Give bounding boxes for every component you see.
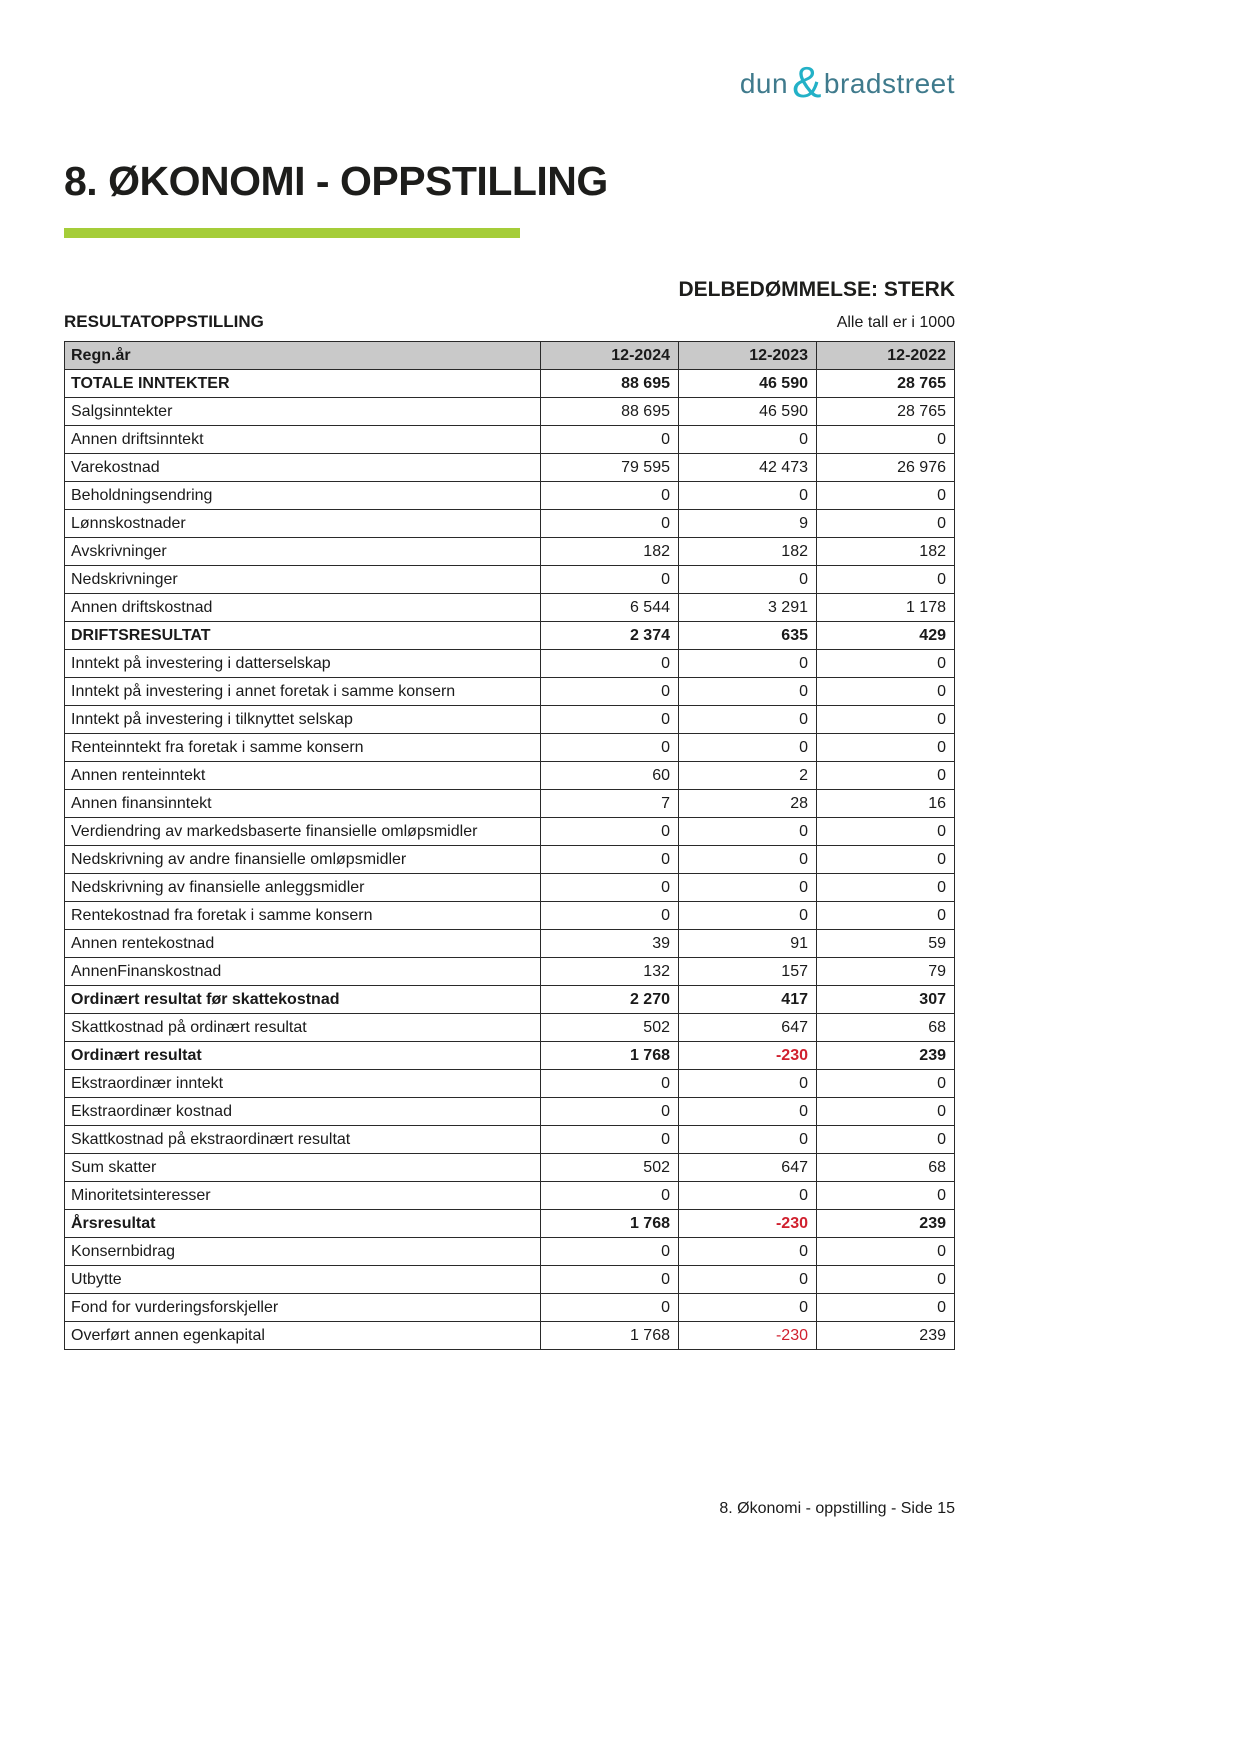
row-value: 0 [817,1070,955,1098]
row-label: Fond for vurderingsforskjeller [65,1294,541,1322]
row-label: Renteinntekt fra foretak i samme konsern [65,734,541,762]
header-12-2022: 12-2022 [817,342,955,370]
row-value: 79 [817,958,955,986]
row-value: 0 [679,1182,817,1210]
row-label: Inntekt på investering i datterselskap [65,650,541,678]
table-row [65,398,955,426]
row-value: 0 [541,1126,679,1154]
row-value: 429 [817,622,955,650]
row-value: 88 695 [541,398,679,426]
row-value: 0 [679,818,817,846]
header-regn-ar: Regn.år [65,342,541,370]
table-row [65,482,955,510]
row-value: -230 [679,1210,817,1238]
row-value: 647 [679,1154,817,1182]
page-title: 8. ØKONOMI - OPPSTILLING [64,158,608,204]
row-label: Utbytte [65,1266,541,1294]
row-value: 417 [679,986,817,1014]
row-value: 42 473 [679,454,817,482]
row-value: 0 [679,1098,817,1126]
row-value: 0 [817,846,955,874]
row-value: 0 [679,678,817,706]
row-value: 88 695 [541,370,679,398]
row-label: Lønnskostnader [65,510,541,538]
row-value: 0 [541,650,679,678]
row-value: 0 [817,510,955,538]
row-label: Årsresultat [65,1210,541,1238]
row-label: Nedskrivning av andre finansielle omløpsmidler [65,846,541,874]
table-row [65,930,955,958]
table-row [65,1238,955,1266]
row-value: 0 [817,650,955,678]
logo-text-bradstreet: bradstreet [823,68,955,99]
row-value: 68 [817,1014,955,1042]
row-value: 16 [817,790,955,818]
table-row [65,1070,955,1098]
row-value: 0 [541,1070,679,1098]
table-row [65,538,955,566]
row-value: 0 [817,902,955,930]
logo-text-dun: dun [739,68,789,99]
table-row [65,370,955,398]
table-row [65,986,955,1014]
row-label: Overført annen egenkapital [65,1322,541,1350]
row-value: 182 [541,538,679,566]
income-statement-table-wrap [64,341,955,1350]
row-label: DRIFTSRESULTAT [65,622,541,650]
table-caption-row [64,312,955,332]
row-label: Nedskrivninger [65,566,541,594]
row-value: 0 [541,902,679,930]
row-label: Annen rentekostnad [65,930,541,958]
row-label: Skattkostnad på ekstraordinært resultat [65,1126,541,1154]
page-content [64,0,955,1754]
row-value: 0 [817,1182,955,1210]
row-label: Konsernbidrag [65,1238,541,1266]
table-row [65,1042,955,1070]
row-value: 0 [817,566,955,594]
header-12-2024: 12-2024 [541,342,679,370]
table-row [65,566,955,594]
row-value: 157 [679,958,817,986]
row-value: 0 [541,1266,679,1294]
row-value: 91 [679,930,817,958]
row-value: 647 [679,1014,817,1042]
row-value: 239 [817,1210,955,1238]
table-row [65,846,955,874]
row-label: Ordinært resultat før skattekostnad [65,986,541,1014]
row-value: 0 [817,706,955,734]
row-value: 79 595 [541,454,679,482]
units-note: Alle tall er i 1000 [836,314,955,331]
row-label: Annen driftsinntekt [65,426,541,454]
row-value: 0 [541,1294,679,1322]
row-value: 2 [679,762,817,790]
row-value: 9 [679,510,817,538]
row-value: 0 [679,706,817,734]
row-value: 635 [679,622,817,650]
row-value: 1 768 [541,1042,679,1070]
row-label: Varekostnad [65,454,541,482]
row-value: 0 [541,566,679,594]
row-value: -230 [679,1322,817,1350]
row-value: 39 [541,930,679,958]
row-label: Beholdningsendring [65,482,541,510]
table-row [65,594,955,622]
table-row [65,678,955,706]
table-row [65,734,955,762]
row-value: 1 768 [541,1322,679,1350]
row-value: 0 [817,426,955,454]
row-value: 0 [541,482,679,510]
row-value: 0 [679,566,817,594]
row-value: 0 [817,1294,955,1322]
table-row [65,622,955,650]
row-value: 0 [541,706,679,734]
row-value: 0 [679,846,817,874]
row-value: 0 [679,426,817,454]
row-value: 7 [541,790,679,818]
row-value: 182 [817,538,955,566]
row-value: 0 [817,734,955,762]
row-value: 0 [679,650,817,678]
table-row [65,1210,955,1238]
row-value: 0 [541,818,679,846]
row-value: 0 [679,1266,817,1294]
row-value: 0 [541,426,679,454]
row-label: Avskrivninger [65,538,541,566]
row-value: 0 [817,1238,955,1266]
row-value: -230 [679,1042,817,1070]
row-label: Inntekt på investering i tilknyttet selskap [65,706,541,734]
table-row [65,1294,955,1322]
table-row [65,790,955,818]
row-value: 239 [817,1042,955,1070]
row-label: Nedskrivning av finansielle anleggsmidler [65,874,541,902]
row-value: 0 [817,1126,955,1154]
table-row [65,1266,955,1294]
table-row [65,1322,955,1350]
title-accent-bar [64,228,520,238]
table-row [65,1154,955,1182]
row-value: 182 [679,538,817,566]
row-label: Sum skatter [65,1154,541,1182]
row-label: Verdiendring av markedsbaserte finansielle omløpsmidler [65,818,541,846]
row-value: 2 270 [541,986,679,1014]
table-row [65,762,955,790]
row-value: 60 [541,762,679,790]
row-value: 1 768 [541,1210,679,1238]
row-label: Skattkostnad på ordinært resultat [65,1014,541,1042]
row-label: Inntekt på investering i annet foretak i samme konsern [65,678,541,706]
row-value: 0 [817,818,955,846]
table-row [65,902,955,930]
row-label: Rentekostnad fra foretak i samme konsern [65,902,541,930]
row-label: AnnenFinanskostnad [65,958,541,986]
row-value: 0 [541,1182,679,1210]
row-value: 132 [541,958,679,986]
row-label: Annen finansinntekt [65,790,541,818]
row-label: Annen renteinntekt [65,762,541,790]
page-footer: 8. Økonomi - oppstilling - Side 15 [719,1500,955,1517]
row-value: 0 [679,482,817,510]
row-label: Salgsinntekter [65,398,541,426]
row-value: 0 [679,1070,817,1098]
table-row [65,510,955,538]
table-row [65,1126,955,1154]
row-value: 0 [817,1266,955,1294]
row-value: 28 [679,790,817,818]
row-label: Ekstraordinær kostnad [65,1098,541,1126]
table-header-row [65,342,955,370]
row-value: 239 [817,1322,955,1350]
row-value: 0 [679,734,817,762]
row-value: 0 [541,678,679,706]
table-row [65,1098,955,1126]
row-value: 0 [817,482,955,510]
row-value: 0 [541,874,679,902]
row-value: 28 765 [817,398,955,426]
sub-assessment-label: DELBEDØMMELSE: STERK [678,278,955,301]
row-value: 0 [541,1238,679,1266]
row-value: 0 [817,874,955,902]
row-value: 68 [817,1154,955,1182]
table-row [65,1014,955,1042]
row-value: 1 178 [817,594,955,622]
row-value: 46 590 [679,398,817,426]
table-row [65,1182,955,1210]
row-value: 0 [541,510,679,538]
row-value: 0 [679,1238,817,1266]
table-row [65,874,955,902]
row-value: 0 [541,734,679,762]
row-value: 28 765 [817,370,955,398]
table-row [65,706,955,734]
row-label: Ekstraordinær inntekt [65,1070,541,1098]
row-value: 0 [679,874,817,902]
row-value: 307 [817,986,955,1014]
row-value: 46 590 [679,370,817,398]
table-body [65,370,955,1350]
row-value: 0 [541,846,679,874]
table-row [65,426,955,454]
row-label: Ordinært resultat [65,1042,541,1070]
income-statement-table [64,341,955,1350]
row-value: 502 [541,1154,679,1182]
table-row [65,958,955,986]
row-value: 6 544 [541,594,679,622]
table-row [65,650,955,678]
row-value: 0 [679,1126,817,1154]
row-value: 0 [541,1098,679,1126]
section-title: RESULTATOPPSTILLING [64,312,264,331]
row-value: 26 976 [817,454,955,482]
row-value: 59 [817,930,955,958]
row-label: Annen driftskostnad [65,594,541,622]
table-row [65,454,955,482]
row-value: 0 [679,902,817,930]
row-value: 0 [817,1098,955,1126]
row-value: 3 291 [679,594,817,622]
row-value: 0 [679,1294,817,1322]
row-value: 0 [817,762,955,790]
row-label: TOTALE INNTEKTER [65,370,541,398]
table-row [65,818,955,846]
row-value: 0 [817,678,955,706]
header-12-2023: 12-2023 [679,342,817,370]
row-value: 2 374 [541,622,679,650]
row-label: Minoritetsinteresser [65,1182,541,1210]
dun-bradstreet-logo: dun & bradstreet [739,58,955,107]
row-value: 502 [541,1014,679,1042]
